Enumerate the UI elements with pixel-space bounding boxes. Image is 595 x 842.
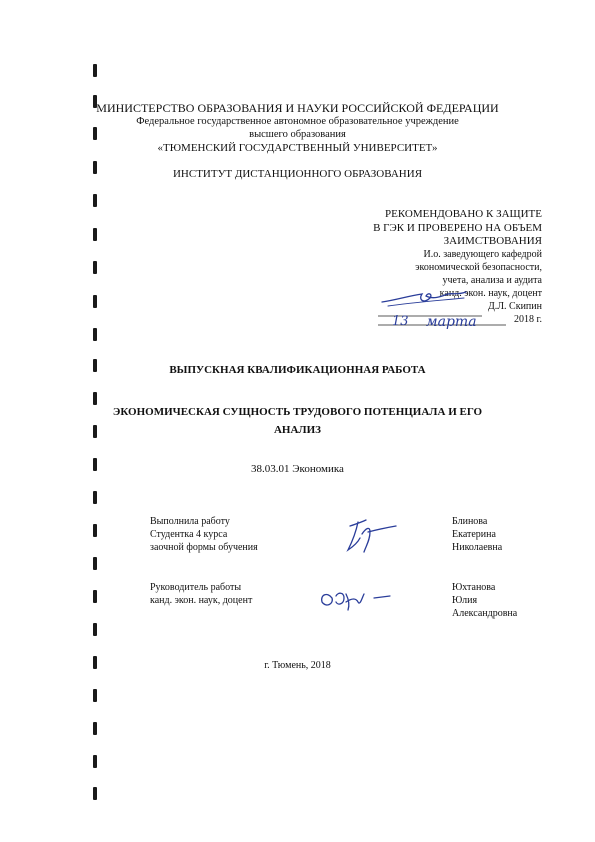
supervisor-patronymic: Александровна [452, 608, 518, 619]
binding-mark [93, 328, 97, 341]
institution-type: Федеральное государственное автономное образовательное учреждение [136, 116, 459, 127]
approval-line: ЗАИМСТВОВАНИЯ [443, 235, 542, 247]
student-surname: Блинова [452, 516, 488, 527]
specialty-code: 38.03.01 Экономика [251, 463, 344, 475]
binding-mark [93, 787, 97, 800]
institute-name: ИНСТИТУТ ДИСТАНЦИОННОГО ОБРАЗОВАНИЯ [172, 168, 423, 180]
student-signature [340, 512, 400, 556]
binding-mark [93, 261, 97, 274]
education-level: высшего образования [249, 129, 346, 140]
approver-signature [378, 286, 470, 308]
student-patronymic: Николаевна [452, 542, 503, 553]
approval-line: РЕКОМЕНДОВАНО К ЗАЩИТЕ [385, 208, 542, 220]
supervisor-label: Руководитель работы [150, 582, 242, 593]
student-label: заочной формы обучения [150, 542, 258, 553]
handwritten-date [388, 306, 500, 330]
supervisor-name: Юлия [452, 595, 478, 606]
approval-department: учета, анализа и аудита [442, 275, 542, 286]
approval-signer: Д.Л. Скипин [487, 301, 542, 312]
binding-mark [93, 228, 97, 241]
binding-mark [93, 755, 97, 768]
supervisor-surname: Юхтанова [452, 582, 496, 593]
ministry-name: МИНИСТЕРСТВО ОБРАЗОВАНИЯ И НАУКИ РОССИЙСКОЙ ФЕДЕРАЦИИ [96, 101, 499, 115]
approval-line: В ГЭК И ПРОВЕРЕНО НА ОБЪЕМ [373, 222, 542, 234]
binding-mark [93, 491, 97, 504]
approval-year: 2018 г. [514, 314, 542, 325]
student-label: Выполнила работу [150, 516, 230, 527]
thesis-title: АНАЛИЗ [273, 424, 321, 436]
binding-mark [93, 590, 97, 603]
binding-mark [93, 722, 97, 735]
binding-mark [93, 623, 97, 636]
approval-department: экономической безопасности, [415, 262, 542, 273]
binding-mark [93, 295, 97, 308]
date-month: марта [426, 314, 477, 330]
thesis-type: ВЫПУСКНАЯ КВАЛИФИКАЦИОННАЯ РАБОТА [169, 364, 426, 376]
date-day: 13 [392, 314, 409, 329]
university-name: «ТЮМЕНСКИЙ ГОСУДАРСТВЕННЫЙ УНИВЕРСИТЕТ» [157, 142, 438, 154]
student-label: Студентка 4 курса [150, 529, 228, 540]
binding-mark [93, 392, 97, 405]
city-year: г. Тюмень, 2018 [264, 660, 331, 671]
student-name: Екатерина [452, 529, 496, 540]
approval-position: И.о. заведующего кафедрой [423, 249, 542, 260]
binding-mark [93, 557, 97, 570]
thesis-title: ЭКОНОМИЧЕСКАЯ СУЩНОСТЬ ТРУДОВОГО ПОТЕНЦИАЛА И ЕГО [112, 406, 483, 418]
binding-mark [93, 524, 97, 537]
supervisor-signature [316, 584, 396, 614]
binding-mark [93, 194, 97, 207]
binding-mark [93, 64, 97, 77]
approval-degree: канд. экон. наук, доцент [439, 288, 542, 299]
supervisor-label: канд. экон. наук, доцент [150, 595, 253, 606]
binding-mark [93, 689, 97, 702]
